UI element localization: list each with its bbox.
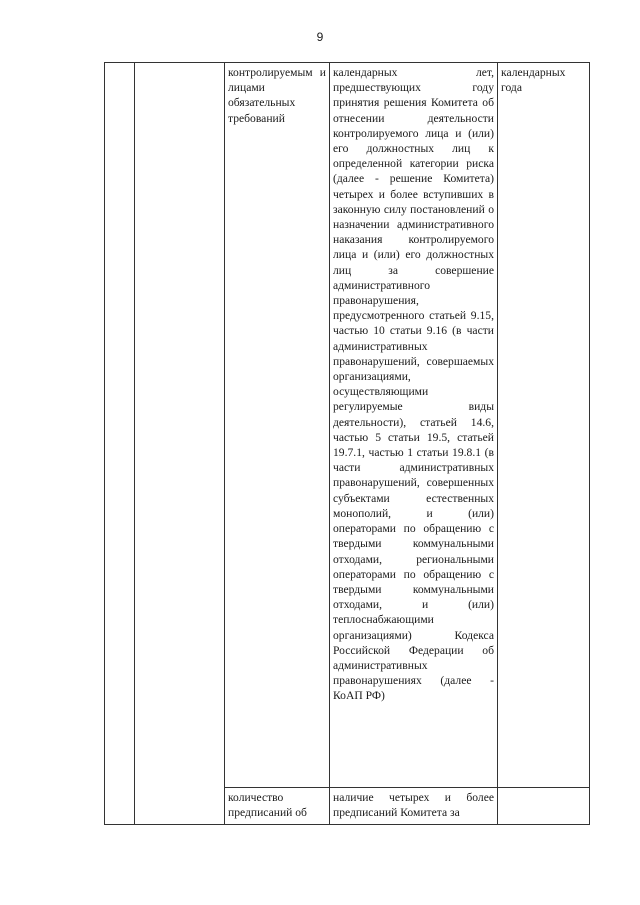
table-row <box>105 63 590 788</box>
table-cell-criterion <box>330 788 498 825</box>
period-text: календарных года <box>501 66 566 95</box>
table-cell-number <box>105 63 135 825</box>
criteria-table <box>104 62 590 825</box>
criterion-text: наличие четырех и более предписаний Комитета за <box>333 791 494 820</box>
table-cell-indicator <box>225 63 330 788</box>
page-number: 9 <box>316 30 324 44</box>
table-cell-period <box>498 63 590 788</box>
table-cell-category <box>135 63 225 825</box>
table-cell-indicator <box>225 788 330 825</box>
table-cell-period <box>498 788 590 825</box>
indicator-text: контролируемым и лицами обязательных требований <box>228 66 326 125</box>
indicator-text: количество предписаний об <box>228 791 307 820</box>
table-cell-criterion <box>330 63 498 788</box>
criterion-text: календарных лет, предшествующих году принятия решения Комитета об отнесении деятельности контролируемого лица и (или) его должностных лиц к определенной категории риска (далее - решение Комитета) четырех и более вступивших в законную силу постановлений о назначении административного наказания контролируемого лица и (или) его должностных лиц за совершение административного правонарушения, предусмотренного статьей 9.15, частью 10 статьи 9.16 (в части административных правонарушений, совершаемых организациями, осуществляющими регулируемые виды деятельности), статьей 14.6, частью 5 статьи 19.5, статьей 19.7.1, частью 1 статьи 19.8.1 (в части административных правонарушений, совершенных субъектами естественных монополий, и (или) операторами по обращению с твердыми коммунальными отходами, региональными операторами по обращению с твердыми коммунальными отходами, и (или) теплоснабжающими организациями) Кодекса Российской Федерации об административных правонарушениях (далее - КоАП РФ) <box>333 66 494 703</box>
